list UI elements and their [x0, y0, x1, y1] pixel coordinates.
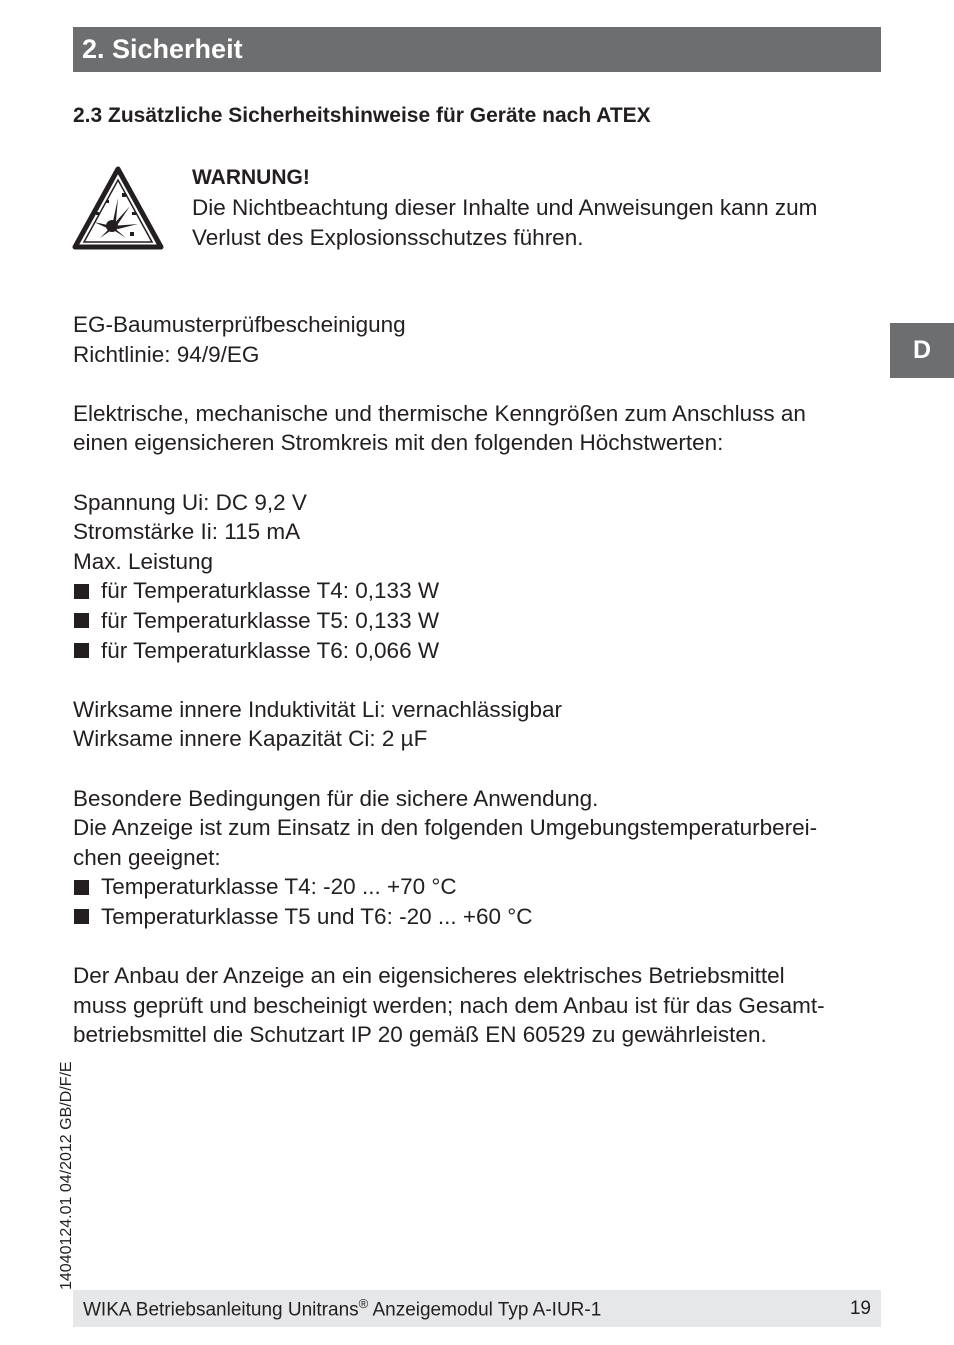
- body-text: [73, 310, 873, 1050]
- text-line: einen eigensicheren Stromkreis mit den folgenden Höchstwerten:: [73, 430, 724, 456]
- text-line: Elektrische, mechanische und thermische Kenngrößen zum Anschluss an: [73, 400, 806, 426]
- warning-title: WARNUNG!: [192, 166, 310, 189]
- list-item: Temperaturklasse T5 und T6: -20 ... +60 °C: [73, 902, 873, 932]
- section-title: 2. Sicherheit: [82, 34, 243, 64]
- text-line: Besondere Bedingungen für die sichere Anwendung.: [73, 785, 599, 811]
- list-item: für Temperaturklasse T5: 0,133 W: [73, 606, 873, 636]
- text-line: Wirksame innere Kapazität Ci: 2 µF: [73, 726, 428, 752]
- warning-text-line: Verlust des Explosionsschutzes führen.: [192, 225, 584, 250]
- list-item: Temperaturklasse T4: -20 ... +70 °C: [73, 872, 873, 902]
- bullet-square-icon: [74, 880, 89, 895]
- footer-bar: [73, 1290, 881, 1327]
- text-line: Spannung Ui: DC 9,2 V: [73, 489, 307, 515]
- language-tab: D: [890, 323, 954, 378]
- explosion-warning-icon: [72, 166, 164, 250]
- list-item: für Temperaturklasse T4: 0,133 W: [73, 576, 873, 606]
- text-line: Max. Leistung: [73, 548, 214, 574]
- warning-block: [192, 163, 817, 253]
- page-number: 19: [849, 1297, 871, 1319]
- bullet-square-icon: [74, 643, 89, 658]
- text-line: Richtlinie: 94/9/EG: [73, 341, 260, 367]
- text-line: Wirksame innere Induktivität Li: vernachlässigbar: [73, 696, 562, 722]
- document-code: 14040124.01 04/2012 GB/D/F/E: [58, 1061, 75, 1290]
- text-line: EG-Baumusterprüfbescheinigung: [73, 312, 406, 337]
- text-line: Stromstärke Ii: 115 mA: [73, 519, 301, 545]
- text-line: chen geeignet:: [73, 844, 221, 870]
- bullet-square-icon: [74, 909, 89, 924]
- bullet-square-icon: [74, 584, 89, 599]
- bullet-square-icon: [74, 613, 89, 628]
- list-item: für Temperaturklasse T6: 0,066 W: [73, 636, 873, 666]
- footer-title: WIKA Betriebsanleitung Unitrans® Anzeigemodul Typ A-IUR-1: [83, 1295, 602, 1321]
- text-line: betriebsmittel die Schutzart IP 20 gemäß EN 60529 zu gewährleisten.: [73, 1022, 767, 1048]
- text-line: Die Anzeige ist zum Einsatz in den folgenden Umgebungstemperaturberei-: [73, 815, 818, 841]
- text-line: muss geprüft und bescheinigt werden; nach dem Anbau ist für das Gesamt-: [73, 992, 825, 1018]
- warning-text-line: Die Nichtbeachtung dieser Inhalte und Anweisungen kann zum: [192, 195, 818, 220]
- section-header-bar: [73, 27, 881, 72]
- subsection-heading: 2.3 Zusätzliche Sicherheitshinweise für Geräte nach ATEX: [73, 104, 651, 127]
- text-line: Der Anbau der Anzeige an ein eigensicheres elektrisches Betriebsmittel: [73, 963, 785, 989]
